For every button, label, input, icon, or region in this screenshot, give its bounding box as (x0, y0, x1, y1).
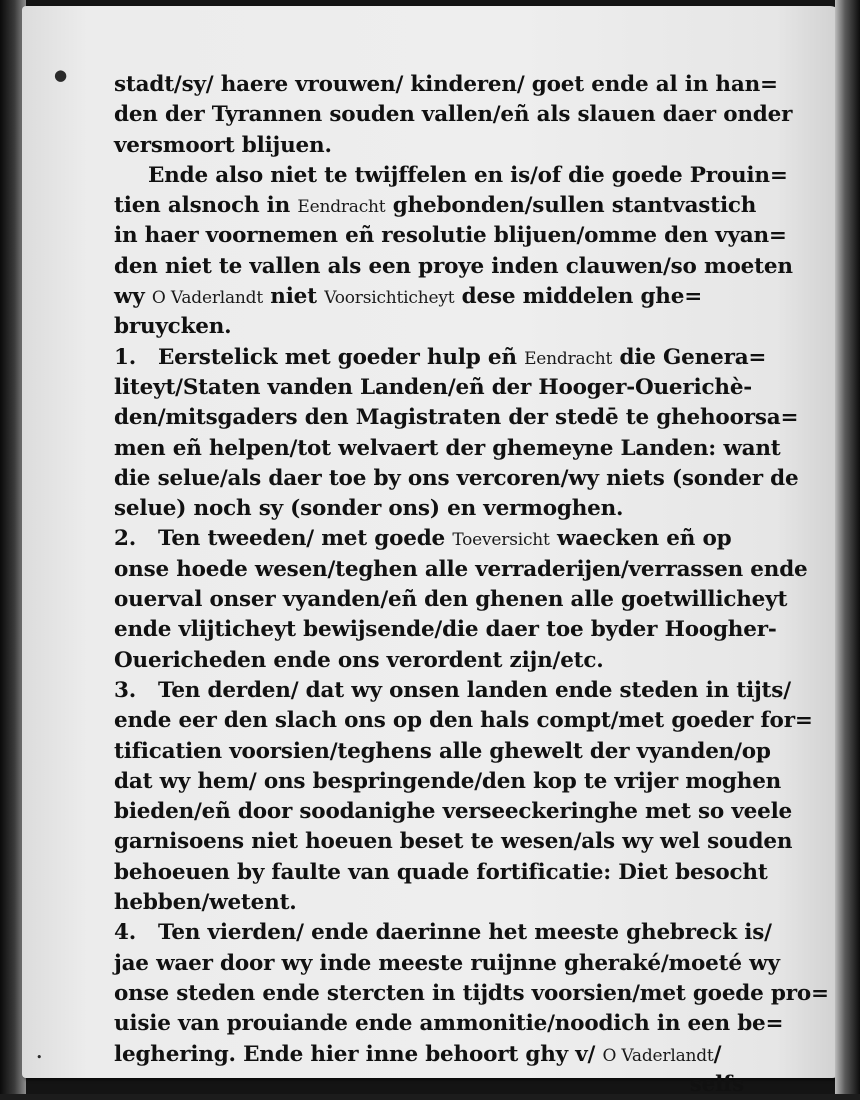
text-line: garnisoens niet hoeuen beset te wesen/als wy wel souden (114, 829, 793, 855)
numbered-item-line: 1. Eerstelick met goeder hulp eñ Eendracht die Genera= (114, 343, 754, 373)
text-line: Ouericheden ende ons verordent zijn/etc. (114, 647, 604, 673)
numbered-item-line: 2. Ten tweeden/ met goede Toeversicht waecken eñ op (114, 524, 754, 554)
text-line: bruycken. (114, 314, 232, 340)
text-line: ouerval onser vyanden/eñ den ghenen alle goetwillicheyt (114, 587, 788, 613)
text-line: stadt/sy/ haere vrouwen/ kinderen/ goet ende al in han= (114, 72, 778, 97)
item-number: 2. (114, 526, 137, 552)
ink-speck: ● (54, 66, 68, 84)
text-line: den der Tyrannen souden vallen/eñ als slauen daer onder (114, 102, 793, 128)
ink-speck: • (36, 1051, 43, 1064)
text-line: tien alsnoch in Eendracht ghebonden/sullen stantvastich (114, 193, 757, 219)
text-line: tificatien voorsien/teghens alle ghewelt der vyanden/op (114, 738, 771, 764)
roman-word: Eendracht (297, 197, 386, 218)
text-line: behoeuen by faulte van quade fortificatie: Diet besocht (114, 859, 768, 885)
text-line: onse steden ende stercten in tijdts voorsien/met goede pro= (114, 980, 829, 1006)
item-number: 1. (114, 344, 137, 370)
catchword: selfs (689, 1071, 744, 1097)
text-line: versmoort blijuen. (114, 132, 332, 158)
page-text (114, 70, 829, 1100)
text-line: ende eer den slach ons op den hals compt/met goeder for= (114, 708, 813, 734)
text-line: leghering. Ende hier inne behoort ghy v/ O Vaderlandt/ (114, 1041, 722, 1067)
text-line: hebben/wetent. (114, 890, 297, 916)
book-page (22, 6, 842, 1097)
text-line: den niet te vallen als een proye inden clauwen/so moeten (114, 253, 793, 279)
numbered-item-line: 4. Ten vierden/ ende daerinne het meeste ghebreck is/ (114, 918, 754, 948)
text-line: men eñ helpen/tot welvaert der ghemeyne Landen: want (114, 435, 781, 461)
text-line: liteyt/Staten vanden Landen/eñ der Hooger-Ouerichè- (114, 374, 753, 400)
text-line: uisie van prouiande ende ammonitie/noodich in een be= (114, 1011, 784, 1037)
text-line: dat wy hem/ ons bespringende/den kop te vrijer moghen (114, 768, 782, 794)
text-line: wy O Vaderlandt niet Voorsichticheyt dese middelen ghe= (114, 284, 703, 310)
text-line: bieden/eñ door soodanighe verseeckeringhe met so veele (114, 799, 793, 825)
text-line: jae waer door wy inde meeste ruijnne gheraké/moeté wy (114, 950, 780, 976)
item-number: 4. (114, 920, 137, 946)
roman-word: O Vaderlandt (151, 288, 263, 309)
text-line: ende vlijticheyt bewijsende/die daer toe byder Hoogher- (114, 617, 777, 643)
roman-word: Eendracht (524, 348, 613, 369)
text-line: in haer voornemen eñ resolutie blijuen/omme den vyan= (114, 223, 787, 249)
numbered-item-line: 3. Ten derden/ dat wy onsen landen ende steden in tijts/ (114, 676, 754, 706)
text-line: die selue/als daer toe by ons vercoren/wy niets (sonder de (114, 465, 799, 491)
text-line: den/mitsgaders den Magistraten der stedē te ghehoorsa= (114, 405, 799, 431)
roman-word: Toeversicht (452, 530, 550, 551)
text-line: selue) noch sy (sonder ons) en vermoghen. (114, 496, 624, 522)
roman-word: O Vaderlandt (602, 1045, 714, 1066)
roman-word: Voorsichticheyt (324, 288, 455, 309)
paragraph-start-line: Ende also niet te twijffelen en is/of die goede Prouin= (148, 162, 788, 188)
item-number: 3. (114, 677, 137, 703)
next-page-edge (835, 0, 860, 1094)
text-line: onse hoede wesen/teghen alle verraderijen/verrassen ende (114, 556, 808, 582)
